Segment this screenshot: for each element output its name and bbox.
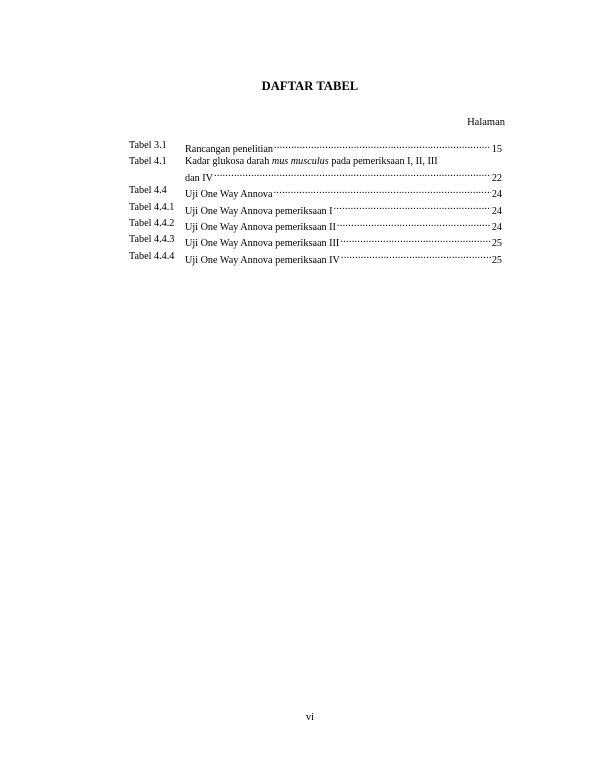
entry-label: Tabel 4.4.1 bbox=[129, 201, 175, 213]
table-list bbox=[129, 140, 502, 267]
entry-label: Tabel 4.4.2 bbox=[129, 218, 175, 230]
dot-leader bbox=[336, 218, 491, 230]
entry-title: Kadar glukosa darah mus musculus pada pemeriksaan I, II, III bbox=[185, 156, 438, 168]
toc-entry[interactable] bbox=[129, 156, 502, 185]
entry-label: Tabel 4.4.3 bbox=[129, 234, 175, 246]
entry-title-continued: dan IV bbox=[185, 172, 214, 184]
entry-label: Tabel 3.1 bbox=[129, 140, 167, 151]
dot-leader bbox=[213, 169, 491, 181]
page-title: DAFTAR TABEL bbox=[261, 79, 359, 93]
entry-page-number: 15 bbox=[491, 144, 502, 155]
page-column-header: Halaman bbox=[467, 117, 505, 128]
toc-entry[interactable] bbox=[129, 251, 502, 267]
toc-entry[interactable] bbox=[129, 218, 502, 234]
entry-page-number: 24 bbox=[491, 189, 502, 201]
dot-leader bbox=[333, 202, 491, 214]
entry-page-number: 24 bbox=[491, 222, 502, 234]
toc-entry[interactable] bbox=[129, 234, 502, 250]
entry-label: Tabel 4.1 bbox=[129, 156, 167, 168]
entry-title: Uji One Way Annova pemeriksaan III bbox=[185, 238, 340, 250]
entry-label: Tabel 4.4.4 bbox=[129, 250, 175, 262]
entry-page-number: 24 bbox=[491, 205, 502, 217]
entry-title: Uji One Way Annova pemeriksaan II bbox=[185, 222, 336, 234]
entry-title: Uji One Way Annova pemeriksaan IV bbox=[185, 254, 340, 266]
dot-leader bbox=[340, 251, 491, 263]
entry-page-number: 22 bbox=[491, 172, 502, 184]
entry-title: Uji One Way Annova bbox=[185, 189, 273, 201]
dot-leader bbox=[273, 140, 491, 152]
toc-entry[interactable] bbox=[129, 202, 502, 218]
entry-label: Tabel 4.4 bbox=[129, 185, 167, 197]
entry-title: Uji One Way Annova pemeriksaan I bbox=[185, 205, 333, 217]
toc-entry[interactable] bbox=[129, 185, 502, 201]
dot-leader bbox=[339, 234, 491, 246]
dot-leader bbox=[273, 185, 491, 197]
entry-title-italic: mus musculus bbox=[271, 156, 329, 168]
entry-page-number: 25 bbox=[491, 254, 502, 266]
entry-page-number: 25 bbox=[491, 238, 502, 250]
entry-title: Rancangan penelitian bbox=[185, 144, 273, 155]
page-number: vi bbox=[305, 712, 315, 723]
toc-entry[interactable] bbox=[129, 140, 502, 156]
